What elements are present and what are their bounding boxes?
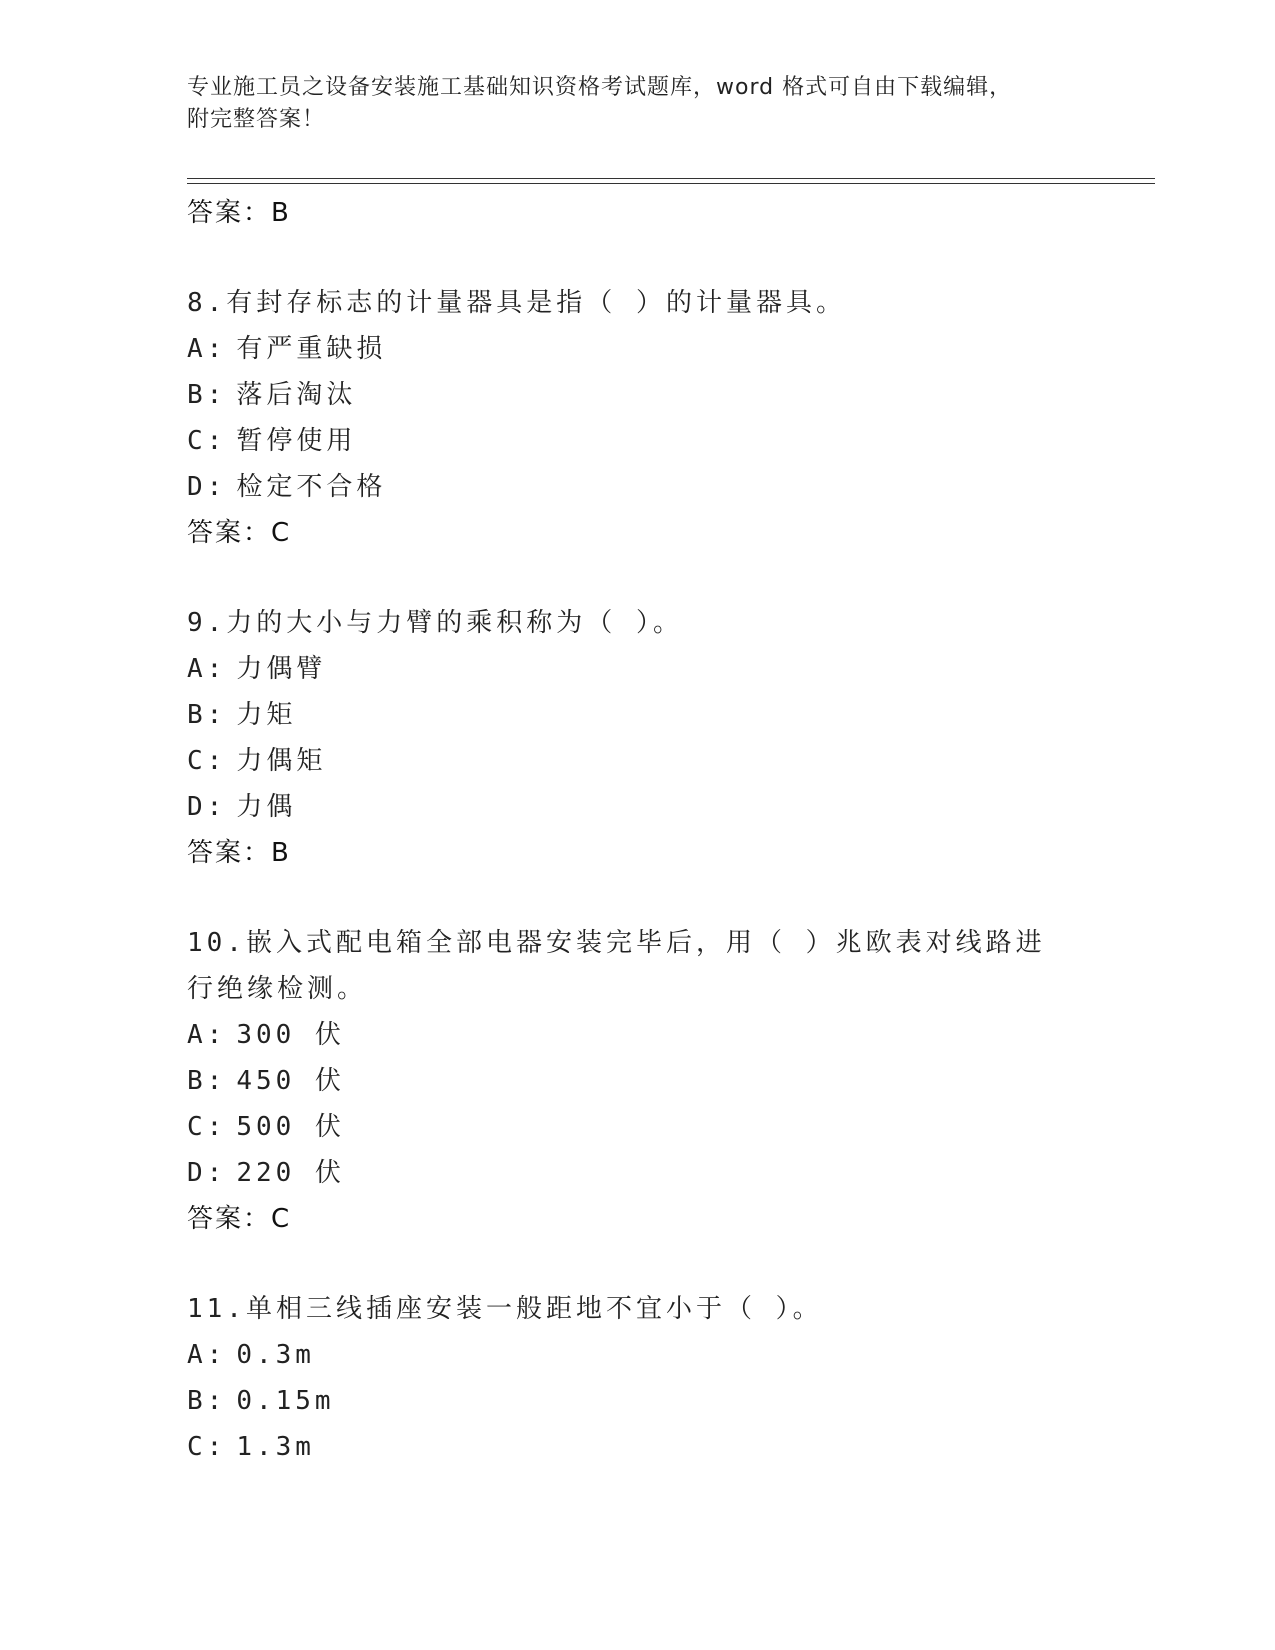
question-block <box>187 920 1087 1242</box>
option-text: 力矩 <box>236 700 297 730</box>
option-letter: A <box>187 334 207 364</box>
option-text: 300 伏 <box>236 1020 345 1050</box>
answer-option <box>187 326 1087 372</box>
answer-option <box>187 1058 1087 1104</box>
option-separator: : <box>206 1020 227 1050</box>
option-separator: : <box>206 472 227 502</box>
option-letter: B <box>187 1386 207 1416</box>
answer-value: B <box>271 198 289 228</box>
option-separator: : <box>206 426 227 456</box>
question-stem: 9.力的大小与力臂的乘积称为（ ）。 <box>187 608 683 638</box>
answer-label: 答案： <box>187 838 272 868</box>
answer-option <box>187 1104 1087 1150</box>
answer-option <box>187 738 1087 784</box>
question-list <box>187 190 1087 1470</box>
question-block <box>187 280 1087 556</box>
answer-option <box>187 1378 1087 1424</box>
option-letter: C <box>187 1432 207 1462</box>
option-letter: C <box>187 746 207 776</box>
option-separator: : <box>206 1432 227 1462</box>
answer-value: C <box>271 1204 290 1234</box>
option-letter: A <box>187 1340 207 1370</box>
option-text: 450 伏 <box>236 1066 345 1096</box>
option-letter: C <box>187 1112 207 1142</box>
option-letter: B <box>187 380 207 410</box>
header-divider <box>187 183 1155 184</box>
question-stem: 10.嵌入式配电箱全部电器安装完毕后，用（ ）兆欧表对线路进行绝缘检测。 <box>187 928 1046 1004</box>
option-letter: D <box>187 472 207 502</box>
answer-option <box>187 1424 1087 1470</box>
answer-label: 答案： <box>187 518 272 548</box>
option-separator: : <box>206 700 227 730</box>
answer-option <box>187 1150 1087 1196</box>
header-line-1: 专业施工员之设备安装施工基础知识资格考试题库，word 格式可自由下载编辑， <box>187 75 1013 100</box>
option-text: 暂停使用 <box>236 426 357 456</box>
option-text: 500 伏 <box>236 1112 345 1142</box>
answer-value: B <box>271 838 289 868</box>
option-text: 有严重缺损 <box>236 334 387 364</box>
question-block <box>187 1286 1087 1470</box>
option-separator: : <box>206 1158 227 1188</box>
option-text: 1.3m <box>236 1432 315 1462</box>
answer-option <box>187 1332 1087 1378</box>
option-separator: : <box>206 1386 227 1416</box>
answer-option <box>187 784 1087 830</box>
answer-option <box>187 372 1087 418</box>
option-separator: : <box>206 380 227 410</box>
option-text: 0.15m <box>236 1386 335 1416</box>
option-separator: : <box>206 1112 227 1142</box>
option-separator: : <box>206 654 227 684</box>
answer-option <box>187 646 1087 692</box>
answer-line <box>187 830 1087 876</box>
answer-label: 答案： <box>187 1204 272 1234</box>
option-separator: : <box>206 334 227 364</box>
option-text: 力偶矩 <box>236 746 327 776</box>
option-text: 220 伏 <box>236 1158 345 1188</box>
option-letter: B <box>187 700 207 730</box>
option-separator: : <box>206 792 227 822</box>
option-text: 0.3m <box>236 1340 315 1370</box>
question-stem: 8.有封存标志的计量器具是指（ ）的计量器具。 <box>187 288 846 318</box>
answer-label: 答案： <box>187 198 272 228</box>
option-separator: : <box>206 746 227 776</box>
answer-option <box>187 418 1087 464</box>
answer-option <box>187 1012 1087 1058</box>
answer-line <box>187 1196 1087 1242</box>
option-separator: : <box>206 1340 227 1370</box>
option-text: 力偶 <box>236 792 297 822</box>
option-letter: B <box>187 1066 207 1096</box>
option-letter: A <box>187 1020 207 1050</box>
header-divider <box>187 178 1155 179</box>
question-stem: 11.单相三线插座安装一般距地不宜小于（ ）。 <box>187 1294 823 1324</box>
header-line-2: 附完整答案！ <box>187 107 326 132</box>
answer-value: C <box>271 518 290 548</box>
option-separator: : <box>206 1066 227 1096</box>
option-letter: A <box>187 654 207 684</box>
answer-option <box>187 464 1087 510</box>
answer-line <box>187 510 1087 556</box>
answer-line <box>187 190 1087 236</box>
answer-option <box>187 692 1087 738</box>
option-letter: C <box>187 426 207 456</box>
option-text: 力偶臂 <box>236 654 327 684</box>
question-block <box>187 600 1087 876</box>
option-text: 落后淘汰 <box>236 380 357 410</box>
option-letter: D <box>187 1158 207 1188</box>
option-letter: D <box>187 792 207 822</box>
option-text: 检定不合格 <box>236 472 387 502</box>
page-header <box>187 72 1087 136</box>
